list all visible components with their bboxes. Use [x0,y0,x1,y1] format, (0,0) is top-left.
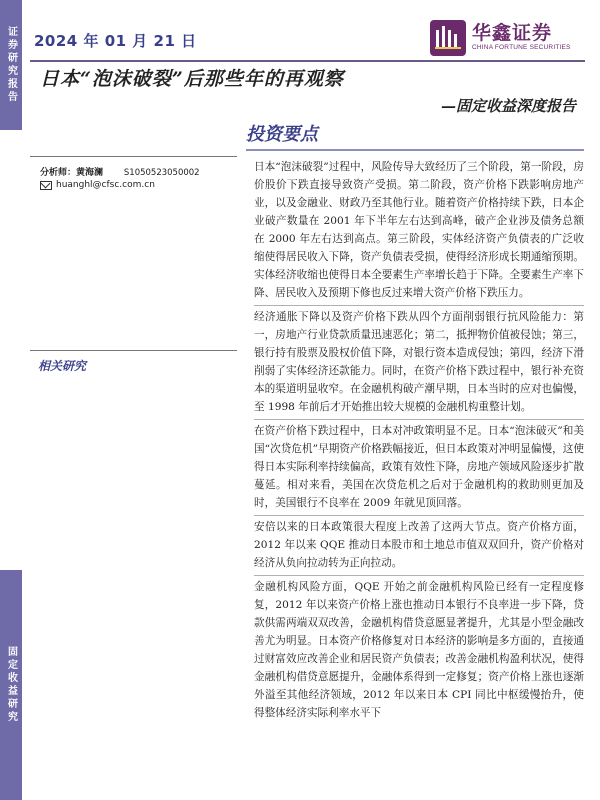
summary-paragraph: 日本“泡沫破裂”过程中，风险传导大致经历了三个阶段，第一阶段，房价股价下跌直接导致资产受损。第二阶段，资产价格下跌影响房地产业，以及金融业、财政乃至其他行业。随着资产价格持续下跌，日本企业破产数量在 2001 年下半年左右达到高峰，破产企业涉及债务总额在 2000 年左右达到高点。第三阶段，实体经济资产负债表的广泛收缩使得居民收入下降，资产负债表受损，使得经济形成长期通缩预期。实体经济收缩也使得日本全要素生产率增长趋于下降。全要素生产率下降、居民收入及预期下修也反过来增大资产价格下跌压力。 [254,161,584,299]
related-divider [30,350,237,351]
analyst-divider [30,156,237,157]
email-icon [40,181,52,190]
analyst-name: 分析师：黄海澜 [40,168,104,178]
report-date: 2024 年 01 月 21 日 [34,32,197,50]
section-divider [246,149,584,151]
summary-paragraph: 金融机构风险方面，QQE 开始之前金融机构风险已经有一定程度修复，2012 年以来资产价格上涨也推动日本银行不良率进一步下降，贷款供需两端双双改善，金融机构借贷意愿显著提升，尤其是小型金融改善尤为明显。日本资产价格修复对日本经济的影响是多方面的，直接通过财富效应改善企业和居民资产负债表；改善金融机构盈利状况，使得金融机构借贷意愿提升，金融体系得到一定修复；资产价格上涨也逐渐外溢至其他经济领域，2012 年以来日本 CPI 同比中枢缓慢抬升，使得整体经济实际利率水平下 [254,575,584,725]
page-title: 日本“泡沫破裂”后那些年的再观察 [40,68,344,90]
company-logo [430,18,580,58]
summary-paragraph: 安倍以来的日本政策很大程度上改善了这两大节点。资产价格方面，2012 年以来 QQE 推动日本股市和土地总市值双双回升，资产价格对经济从负向拉动转为正向拉动。 [254,515,584,575]
logo-mark-icon [430,20,466,56]
related-research-heading: 相关研究 [38,359,87,373]
side-tab-report-type: 证券研究报告 [0,0,22,130]
page-subtitle: —固定收益深度报告 [440,97,576,115]
analyst-cert: S1050523050002 [123,168,200,178]
analyst-email-row [40,180,155,190]
investment-summary [254,156,584,725]
analyst-info [40,165,200,178]
summary-paragraph: 经济通胀下降以及资产价格下跌从四个方面削弱银行抗风险能力：第一，房地产行业贷款质量迅速恶化；第二，抵押物价值被侵蚀；第三，银行持有股票及股权价值下降，对银行资本造成侵蚀；第四，经济下滑削弱了实体经济还款能力。同时，在资产价格下跌过程中，银行补充资本的渠道明显收窄。在金融机构破产潮早期，日本当时的应对也偏慢，至 1998 年前后才开始推出较大规模的金融机构重整计划。 [254,305,584,419]
analyst-email[interactable]: huanghl@cfsc.com.cn [56,180,155,190]
logo-name-en: CHINA FORTUNE SECURITIES [472,44,571,51]
title-divider [30,60,585,62]
summary-paragraph: 在资产价格下跌过程中，日本对冲政策明显不足。日本“泡沫破灭”和美国“次贷危机”早期资产价格跌幅接近，但日本政策对冲明显偏慢，这使得日本实际利率持续偏高，政策有效性下降，房地产领域风险逐步扩散蔓延。相对来看，美国在次贷危机之后对于金融机构的救助则更加及时，美国银行不良率在 2009 年就见顶回落。 [254,419,584,515]
section-heading: 投资要点 [246,124,318,145]
logo-name: 华鑫证券 [472,22,553,44]
side-tab-category: 固定收益研究 [0,570,22,800]
